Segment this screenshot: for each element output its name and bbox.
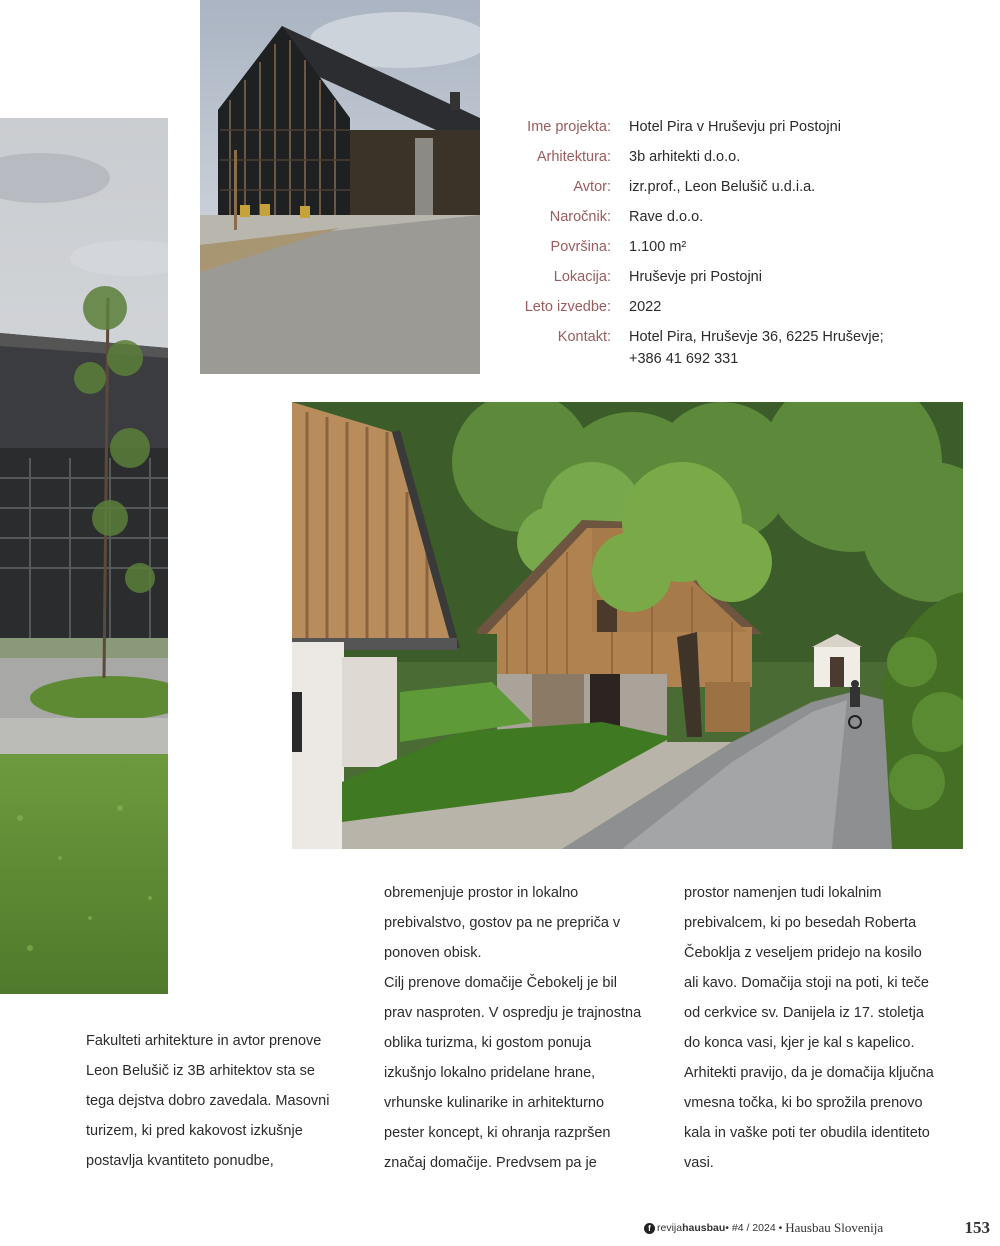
photo-hotel-gable bbox=[200, 0, 480, 374]
contact-address: Hotel Pira, Hruševje 36, 6225 Hruševje; bbox=[629, 329, 884, 345]
info-row-contact bbox=[500, 322, 970, 370]
text-line: prav nasproten. V ospredju je trajnostna bbox=[384, 1005, 642, 1021]
footer-prefix: revija bbox=[657, 1222, 683, 1234]
info-row-year bbox=[500, 292, 970, 322]
photo-cebokelj-homestead bbox=[292, 402, 963, 849]
text-line: pester koncept, ki ohranja razpršen bbox=[384, 1125, 611, 1141]
body-column-2 bbox=[384, 878, 669, 1178]
body-column-3 bbox=[684, 878, 974, 1178]
photo-hotel-exterior-left bbox=[0, 118, 168, 994]
text-line: Cilj prenove domačije Čebokelj je bil bbox=[384, 975, 617, 991]
info-row-location bbox=[500, 262, 970, 292]
footer-brand: hausbau bbox=[682, 1222, 726, 1234]
page-footer bbox=[644, 1218, 990, 1238]
text-line: od cerkvice sv. Danijela iz 17. stoletja bbox=[684, 1005, 924, 1021]
project-info-table bbox=[500, 112, 970, 370]
info-value: Rave d.o.o. bbox=[629, 209, 704, 225]
page-number: 153 bbox=[964, 1218, 990, 1237]
text-line: Leon Belušič iz 3B arhitektov sta se bbox=[86, 1063, 315, 1079]
text-line: vmesna točka, ki bo sprožila prenovo bbox=[684, 1095, 923, 1111]
facebook-icon: f bbox=[644, 1223, 655, 1234]
info-value: 3b arhitekti d.o.o. bbox=[629, 149, 741, 165]
text-line: izkušnjo lokalno pridelane hrane, bbox=[384, 1065, 596, 1081]
info-row-client bbox=[500, 202, 970, 232]
text-line: vrhunske kulinarike in arhitekturno bbox=[384, 1095, 605, 1111]
info-row-author bbox=[500, 172, 970, 202]
footer-magazine-name: Hausbau Slovenija bbox=[785, 1220, 884, 1235]
info-value: 2022 bbox=[629, 299, 662, 315]
info-label: Naročnik: bbox=[549, 209, 611, 225]
info-value: Hotel Pira v Hruševju pri Postojni bbox=[629, 119, 841, 135]
text-line: prebivalcem, ki po besedah Roberta bbox=[684, 915, 917, 931]
info-row-area bbox=[500, 232, 970, 262]
info-row-architecture bbox=[500, 142, 970, 172]
info-value: izr.prof., Leon Belušič u.d.i.a. bbox=[629, 179, 816, 195]
info-label: Površina: bbox=[550, 239, 611, 255]
text-line: tega dejstva dobro zavedala. Masovni bbox=[86, 1093, 330, 1109]
info-label: Avtor: bbox=[573, 179, 611, 195]
info-value: Hruševje pri Postojni bbox=[629, 269, 762, 285]
text-line: Čeboklja z veseljem pridejo na kosilo bbox=[684, 945, 922, 961]
text-line: kala in vaške poti ter obudila identiteto bbox=[684, 1125, 930, 1141]
info-label: Ime projekta: bbox=[527, 119, 611, 135]
text-line: oblika turizma, ki gostom ponuja bbox=[384, 1035, 592, 1051]
body-column-1 bbox=[86, 1026, 366, 1176]
footer-issue: • #4 / 2024 • bbox=[725, 1222, 783, 1234]
info-label: Arhitektura: bbox=[536, 149, 611, 165]
info-value bbox=[629, 322, 970, 370]
text-line: do konca vasi, kjer je kal s kapelico. bbox=[684, 1035, 915, 1051]
text-line: Arhitekti pravijo, da je domačija ključna bbox=[684, 1065, 934, 1081]
text-line: prebivalstvo, gostov pa ne prepriča v bbox=[384, 915, 621, 931]
text-line: značaj domačije. Predvsem pa je bbox=[384, 1155, 597, 1171]
text-line: ali kavo. Domačija stoji na poti, ki teče bbox=[684, 975, 929, 991]
info-label: Kontakt: bbox=[557, 329, 611, 345]
text-line: postavlja kvantiteto ponudbe, bbox=[86, 1153, 274, 1169]
text-line: obremenjuje prostor in lokalno bbox=[384, 885, 579, 901]
text-line: vasi. bbox=[684, 1155, 714, 1171]
info-value: 1.100 m² bbox=[629, 239, 687, 255]
text-line: Fakulteti arhitekture in avtor prenove bbox=[86, 1033, 322, 1049]
info-label: Leto izvedbe: bbox=[524, 299, 611, 315]
text-line: turizem, ki pred kakovost izkušnje bbox=[86, 1123, 303, 1139]
info-label: Lokacija: bbox=[553, 269, 611, 285]
info-row-name bbox=[500, 112, 970, 142]
text-line: prostor namenjen tudi lokalnim bbox=[684, 885, 882, 901]
text-line: ponoven obisk. bbox=[384, 945, 482, 961]
contact-phone: +386 41 692 331 bbox=[629, 351, 739, 367]
